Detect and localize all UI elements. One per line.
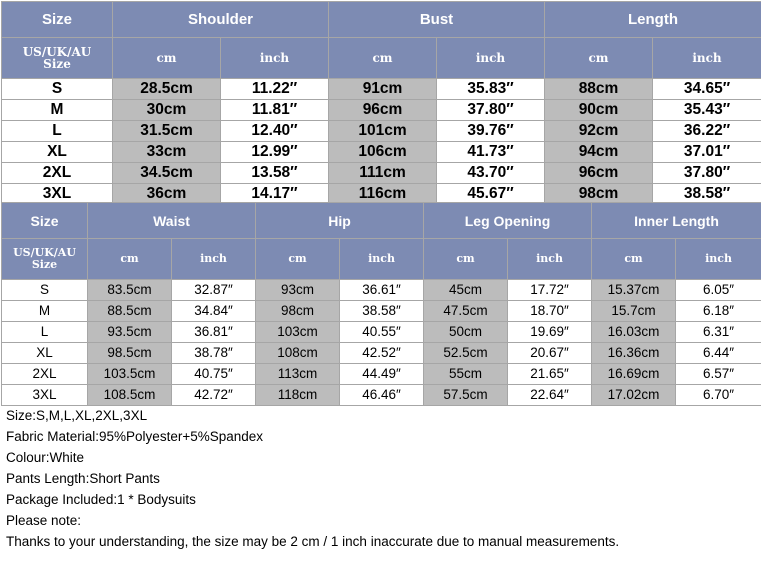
measurement-cell: 34.5cm [113, 163, 221, 184]
measurement-cell: 31.5cm [113, 121, 221, 142]
measurement-cell: 21.65″ [508, 364, 592, 385]
measurement-cell: 12.99″ [221, 142, 329, 163]
unit-row [2, 38, 761, 79]
size-header: Size [2, 2, 113, 38]
measurement-cell: 6.70″ [676, 385, 761, 406]
table-row [2, 322, 761, 343]
note-line: Package Included:1 * Bodysuits [6, 492, 196, 507]
size-cell: 2XL [2, 364, 88, 385]
measurement-cell: 34.65″ [653, 79, 761, 100]
measurement-cell: 6.18″ [676, 301, 761, 322]
size-cell: 2XL [2, 163, 113, 184]
measurement-cell: 28.5cm [113, 79, 221, 100]
measurement-cell: 33cm [113, 142, 221, 163]
size-cell: S [2, 79, 113, 100]
measurement-cell: 108.5cm [88, 385, 172, 406]
size-cell: 3XL [2, 385, 88, 406]
measurement-cell: 88.5cm [88, 301, 172, 322]
unit-row [2, 239, 761, 280]
length-header: Length [545, 2, 761, 38]
hip-header: Hip [256, 203, 424, 239]
measurement-cell: 20.67″ [508, 343, 592, 364]
measurement-cell: 16.36cm [592, 343, 676, 364]
size-system-text: US/UK/AU [22, 45, 92, 59]
measurement-cell: 88cm [545, 79, 653, 100]
measurement-cell: 15.37cm [592, 280, 676, 301]
measurement-cell: 93.5cm [88, 322, 172, 343]
measurement-cell: 96cm [329, 100, 437, 121]
measurement-cell: 45.67″ [437, 184, 545, 205]
table-row [2, 343, 761, 364]
size-chart-bottom [1, 202, 761, 406]
measurement-cell: 15.7cm [592, 301, 676, 322]
size-cell: M [2, 301, 88, 322]
measurement-cell: 116cm [329, 184, 437, 205]
measurement-cell: 17.02cm [592, 385, 676, 406]
measurement-cell: 98cm [256, 301, 340, 322]
measurement-cell: 39.76″ [437, 121, 545, 142]
measurement-cell: 14.17″ [221, 184, 329, 205]
table-row [2, 100, 761, 121]
measurement-cell: 11.81″ [221, 100, 329, 121]
unit-cm: cm [592, 239, 676, 280]
measurement-cell: 37.80″ [653, 163, 761, 184]
measurement-cell: 6.05″ [676, 280, 761, 301]
size-system-label [2, 239, 88, 280]
unit-inch: inch [340, 239, 424, 280]
waist-header: Waist [88, 203, 256, 239]
measurement-cell: 34.84″ [172, 301, 256, 322]
product-notes [6, 405, 756, 552]
unit-inch: inch [172, 239, 256, 280]
measurement-cell: 98.5cm [88, 343, 172, 364]
measurement-cell: 16.69cm [592, 364, 676, 385]
table-row [2, 280, 761, 301]
measurement-cell: 17.72″ [508, 280, 592, 301]
measurement-cell: 38.58″ [340, 301, 424, 322]
unit-cm: cm [329, 38, 437, 79]
measurement-cell: 30cm [113, 100, 221, 121]
measurement-cell: 32.87″ [172, 280, 256, 301]
shoulder-header: Shoulder [113, 2, 329, 38]
unit-inch: inch [508, 239, 592, 280]
note-line: Please note: [6, 513, 82, 528]
measurement-cell: 93cm [256, 280, 340, 301]
measurement-cell: 38.58″ [653, 184, 761, 205]
measurement-cell: 118cm [256, 385, 340, 406]
bust-header: Bust [329, 2, 545, 38]
measurement-cell: 94cm [545, 142, 653, 163]
measurement-cell: 37.80″ [437, 100, 545, 121]
measurement-cell: 42.52″ [340, 343, 424, 364]
size-system-label [2, 38, 113, 79]
table-row [2, 79, 761, 100]
measurement-cell: 91cm [329, 79, 437, 100]
measurement-cell: 37.01″ [653, 142, 761, 163]
measurement-cell: 108cm [256, 343, 340, 364]
measurement-cell: 16.03cm [592, 322, 676, 343]
measurement-cell: 90cm [545, 100, 653, 121]
unit-inch: inch [653, 38, 761, 79]
measurement-cell: 41.73″ [437, 142, 545, 163]
size-cell: L [2, 322, 88, 343]
measurement-cell: 92cm [545, 121, 653, 142]
measurement-cell: 22.64″ [508, 385, 592, 406]
measurement-cell: 40.55″ [340, 322, 424, 343]
size-text: Size [31, 258, 58, 271]
size-rows-top [2, 79, 761, 205]
header-row [2, 203, 761, 239]
measurement-cell: 45cm [424, 280, 508, 301]
measurement-cell: 13.58″ [221, 163, 329, 184]
measurement-cell: 11.22″ [221, 79, 329, 100]
table-row [2, 385, 761, 406]
table-row [2, 301, 761, 322]
measurement-cell: 43.70″ [437, 163, 545, 184]
measurement-cell: 35.43″ [653, 100, 761, 121]
leg-opening-header: Leg Opening [424, 203, 592, 239]
inner-length-header: Inner Length [592, 203, 761, 239]
measurement-cell: 40.75″ [172, 364, 256, 385]
measurement-cell: 36cm [113, 184, 221, 205]
unit-cm: cm [424, 239, 508, 280]
measurement-cell: 83.5cm [88, 280, 172, 301]
measurement-cell: 12.40″ [221, 121, 329, 142]
measurement-cell: 44.49″ [340, 364, 424, 385]
size-cell: XL [2, 343, 88, 364]
measurement-cell: 52.5cm [424, 343, 508, 364]
measurement-cell: 19.69″ [508, 322, 592, 343]
measurement-cell: 36.22″ [653, 121, 761, 142]
unit-inch: inch [221, 38, 329, 79]
measurement-cell: 103cm [256, 322, 340, 343]
size-cell: XL [2, 142, 113, 163]
size-chart-top [1, 1, 761, 205]
size-cell: 3XL [2, 184, 113, 205]
measurement-cell: 18.70″ [508, 301, 592, 322]
measurement-cell: 38.78″ [172, 343, 256, 364]
measurement-cell: 6.44″ [676, 343, 761, 364]
measurement-cell: 35.83″ [437, 79, 545, 100]
measurement-cell: 42.72″ [172, 385, 256, 406]
size-text: Size [43, 57, 71, 71]
size-header: Size [2, 203, 88, 239]
measurement-cell: 96cm [545, 163, 653, 184]
measurement-cell: 98cm [545, 184, 653, 205]
unit-cm: cm [256, 239, 340, 280]
measurement-cell: 36.81″ [172, 322, 256, 343]
measurement-cell: 106cm [329, 142, 437, 163]
size-rows-bottom [2, 280, 761, 406]
measurement-cell: 36.61″ [340, 280, 424, 301]
measurement-cell: 46.46″ [340, 385, 424, 406]
measurement-cell: 57.5cm [424, 385, 508, 406]
table-row [2, 142, 761, 163]
note-line: Pants Length:Short Pants [6, 471, 160, 486]
measurement-cell: 111cm [329, 163, 437, 184]
unit-inch: inch [437, 38, 545, 79]
size-system-text: US/UK/AU [13, 246, 76, 259]
header-row [2, 2, 761, 38]
measurement-cell: 101cm [329, 121, 437, 142]
note-line: Colour:White [6, 450, 85, 465]
note-line: Thanks to your understanding, the size may be 2 cm / 1 inch inaccurate due to manual measurements. [6, 534, 620, 549]
size-cell: L [2, 121, 113, 142]
table-row [2, 163, 761, 184]
measurement-cell: 55cm [424, 364, 508, 385]
measurement-cell: 113cm [256, 364, 340, 385]
table-row [2, 121, 761, 142]
unit-inch: inch [676, 239, 761, 280]
table-row [2, 364, 761, 385]
measurement-cell: 47.5cm [424, 301, 508, 322]
note-line: Fabric Material:95%Polyester+5%Spandex [6, 429, 264, 444]
size-cell: M [2, 100, 113, 121]
note-line: Size:S,M,L,XL,2XL,3XL [6, 408, 148, 423]
unit-cm: cm [113, 38, 221, 79]
unit-cm: cm [88, 239, 172, 280]
size-cell: S [2, 280, 88, 301]
unit-cm: cm [545, 38, 653, 79]
measurement-cell: 6.31″ [676, 322, 761, 343]
measurement-cell: 6.57″ [676, 364, 761, 385]
measurement-cell: 50cm [424, 322, 508, 343]
measurement-cell: 103.5cm [88, 364, 172, 385]
